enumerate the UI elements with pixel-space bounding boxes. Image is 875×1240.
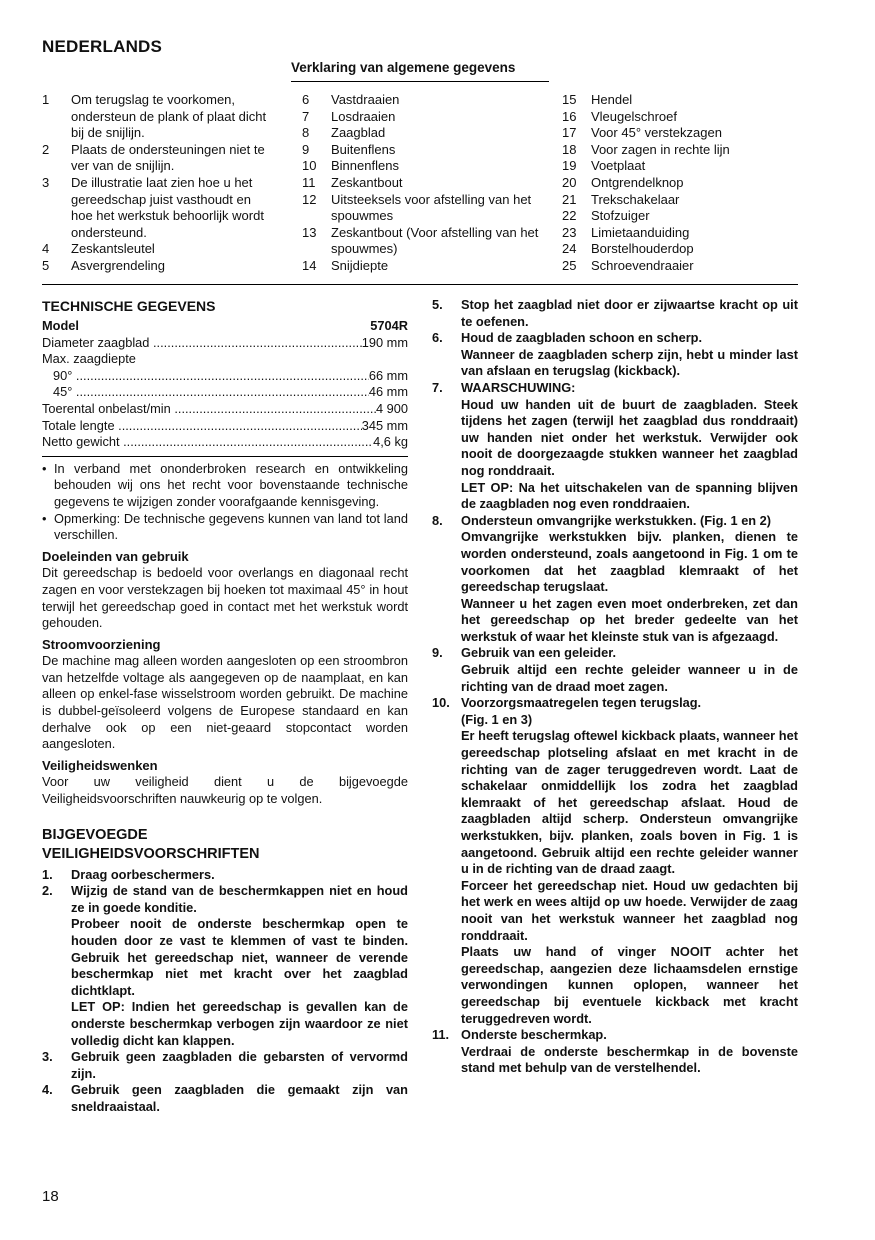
spec-note-2: • Opmerking: De technische gegevens kunnen van land tot land verschillen. bbox=[42, 510, 408, 543]
legend-number: 22 bbox=[562, 208, 577, 224]
legend-text: Snijdiepte bbox=[331, 257, 389, 273]
safety-rule bbox=[432, 513, 798, 646]
leader-dots bbox=[171, 401, 376, 418]
safety-rule-line: LET OP: Na het uitschakelen van de spanning blijven de zaagbladen nog even ronddraaien. bbox=[461, 479, 798, 512]
spec-model-row bbox=[42, 318, 408, 335]
safety-rule-line: Draag oorbeschermers. bbox=[71, 866, 215, 882]
use-title: Doeleinden van gebruik bbox=[42, 548, 189, 564]
safety-rule-line: Onderste beschermkap. bbox=[461, 1027, 607, 1043]
safety-title: Veiligheidswenken bbox=[42, 757, 158, 773]
legend-text: Losdraaien bbox=[331, 108, 396, 124]
legend-item bbox=[42, 175, 276, 241]
rules-title bbox=[42, 826, 408, 864]
legend-item bbox=[562, 208, 802, 225]
safety-rule-line: Houd de zaagbladen schoon en scherp. bbox=[461, 330, 703, 346]
legend-text: Voor zagen in rechte lijn bbox=[591, 141, 730, 157]
safety-rule-number: 4. bbox=[42, 1082, 53, 1098]
spec-depth-45 bbox=[42, 384, 408, 401]
leader-dots bbox=[72, 368, 369, 385]
safety-rule-line: Wanneer u het zagen even moet onderbreken, zet dan het gereedschap op het breder gedeelte van het werkstuk of waar het kleinste stuk van is afgezaagd. bbox=[461, 595, 798, 644]
legend-item bbox=[42, 258, 276, 275]
page-number: 18 bbox=[42, 1188, 59, 1205]
legend-text: Om terugslag te voorkomen, ondersteun de plank of plaat dicht bij de snijlijn. bbox=[71, 92, 267, 141]
safety-rule-number: 9. bbox=[432, 645, 443, 661]
spec-90-value: 66 mm bbox=[368, 367, 408, 383]
safety-rule bbox=[42, 1082, 408, 1115]
safety-rule bbox=[432, 695, 798, 1027]
safety-rule-body bbox=[461, 380, 798, 513]
legend-number: 25 bbox=[562, 257, 577, 273]
legend-item bbox=[302, 125, 540, 142]
legend-number: 20 bbox=[562, 174, 577, 190]
safety-rule-line: WAARSCHUWING: bbox=[461, 379, 576, 395]
legend-item bbox=[302, 258, 540, 275]
spec-model-label: Model bbox=[42, 318, 79, 333]
spec-rpm bbox=[42, 401, 408, 418]
leader-dots bbox=[72, 384, 369, 401]
legend-item bbox=[562, 175, 802, 192]
legend-item bbox=[562, 258, 802, 275]
leader-dots bbox=[115, 418, 362, 435]
legend-text: Buitenflens bbox=[331, 141, 396, 157]
safety-rule bbox=[432, 1027, 798, 1077]
legend-item bbox=[562, 192, 802, 209]
language-heading: NEDERLANDS bbox=[42, 37, 163, 56]
spec-depth-label: Max. zaagdiepte bbox=[42, 351, 136, 367]
safety-rule-body bbox=[71, 883, 408, 1049]
safety-rule bbox=[432, 330, 798, 380]
legend-number: 23 bbox=[562, 224, 577, 240]
safety-rule-line: Omvangrijke werkstukken bijv. planken, dienen te worden ondersteund, zoals aangetoond in Fig. 1 om te voorkomen dat het zaagblad klemraakt of het gereedschap terugslaat. bbox=[461, 529, 798, 595]
legend-text: Binnenflens bbox=[331, 158, 399, 174]
spec-diameter bbox=[42, 335, 408, 352]
safety-rule-body bbox=[461, 297, 798, 330]
legend-text: Voor 45° verstekzagen bbox=[591, 125, 722, 141]
safety-rule-line: Wijzig de stand van de beschermkappen niet en houd ze in goede konditie. bbox=[71, 883, 408, 915]
legend-item bbox=[42, 142, 276, 175]
safety-rule-line: Gebruik geen zaagbladen die gemaakt zijn van sneldraaistaal. bbox=[71, 1082, 408, 1114]
legend-text: Zaagblad bbox=[331, 125, 386, 141]
safety-rule-body bbox=[461, 513, 798, 646]
safety-rule-line: Gebruik altijd een rechte geleider wanneer u in de richting van de draad moet zagen. bbox=[461, 662, 798, 694]
spec-rpm-value: 4 900 bbox=[375, 400, 408, 416]
safety-rule-number: 8. bbox=[432, 512, 443, 528]
safety-rule-line: Wanneer de zaagbladen scherp zijn, hebt u minder last van afslaan en terugslag (kickback). bbox=[461, 346, 798, 379]
safety-rule-line: Houd uw handen uit de buurt de zaagbladen. Steek tijdens het zagen (terwijl het zaagblad dus ronddraait) uw handen niet onder het werkstuk. Verwijder ook nooit de doorgezaagde stukken wanneer het zaagblad nog ronddraait. bbox=[461, 396, 798, 478]
legend-number: 4 bbox=[42, 241, 50, 257]
safety-rule bbox=[42, 1049, 408, 1082]
rules-title-line-1: BIJGEVOEGDE bbox=[42, 826, 148, 843]
safety-rule-line: Ondersteun omvangrijke werkstukken. (Fig. 1 en 2) bbox=[461, 512, 772, 528]
legend-text: Vastdraaien bbox=[331, 92, 400, 107]
safety-rule-number: 3. bbox=[42, 1049, 53, 1065]
safety-rule-line: (Fig. 1 en 3) bbox=[461, 711, 533, 727]
leader-dots bbox=[120, 434, 374, 451]
spec-note-2-text: Opmerking: De technische gegevens kunnen van land tot land verschillen. bbox=[54, 510, 408, 543]
safety-rule-number: 5. bbox=[432, 297, 443, 312]
legend-item bbox=[562, 142, 802, 159]
safety-rule-line: Gebruik van een geleider. bbox=[461, 645, 617, 661]
safety-rule bbox=[42, 883, 408, 1049]
safety-rule bbox=[432, 297, 798, 330]
legend-number: 1 bbox=[42, 92, 50, 107]
safety-rule-body bbox=[71, 1049, 408, 1082]
legend-item bbox=[302, 92, 540, 109]
legend-column-1 bbox=[42, 92, 276, 275]
safety-rule-line: Probeer nooit de onderste beschermkap open te houden door ze vast te klemmen of vast te binden. Gebruik het gereedschap niet, wanneer de verende beschermkap niet met kracht over het zaagblad dichtklapt. bbox=[71, 916, 408, 998]
legend-title-rule bbox=[291, 81, 549, 82]
legend-number: 15 bbox=[562, 92, 577, 107]
leader-dots bbox=[149, 335, 361, 352]
legend-item bbox=[42, 241, 276, 258]
legend-text: Asvergrendeling bbox=[71, 257, 165, 273]
spec-45-value: 46 mm bbox=[368, 384, 408, 400]
legend-number: 13 bbox=[302, 224, 317, 240]
safety-rule-line: Voorzorgsmaatregelen tegen terugslag. bbox=[461, 695, 702, 711]
legend-text: Zeskantbout bbox=[331, 174, 403, 190]
power-title: Stroomvoorziening bbox=[42, 636, 161, 652]
legend-column-3 bbox=[562, 92, 802, 275]
spec-rule bbox=[42, 456, 408, 457]
safety-rule-number: 6. bbox=[432, 330, 443, 346]
legend-text: Plaats de ondersteuningen niet te ver van de snijlijn. bbox=[71, 141, 265, 174]
legend-number: 3 bbox=[42, 174, 50, 190]
legend-text: Limietaanduiding bbox=[591, 224, 690, 240]
power-text: De machine mag alleen worden aangesloten op een stroombron van hetzelfde voltage als aangegeven op de naamplaat, en kan alleen op enkel-fase wisselstroom worden gebruikt. De machine is dubbel-geïsoleerd volgens de Europese standaard en kan derhalve ook op een niet-geaard stopcontact worden aangesloten. bbox=[42, 653, 408, 752]
legend-number: 11 bbox=[302, 174, 316, 190]
legend-item bbox=[302, 175, 540, 192]
legend-number: 24 bbox=[562, 241, 577, 257]
legend-number: 18 bbox=[562, 141, 577, 157]
legend-number: 5 bbox=[42, 257, 50, 273]
safety-rule-number: 7. bbox=[432, 379, 443, 395]
legend-text: Voetplaat bbox=[591, 158, 646, 174]
legend-text: Zeskantsleutel bbox=[71, 241, 155, 257]
legend-item bbox=[562, 158, 802, 175]
safety-rule-line: Plaats uw hand of vinger NOOIT achter het gereedschap, aangezien deze lichaamsdelen ernstige verwondingen kunnen oplopen, wanneer het gereedschap bij eventuele kickback met kracht teruggedreven wordt. bbox=[461, 944, 798, 1026]
safety-rule-line: Gebruik geen zaagbladen die gebarsten of vervormd zijn. bbox=[71, 1049, 408, 1081]
spec-rpm-label: Toerental onbelast/min bbox=[42, 400, 171, 416]
legend-number: 16 bbox=[562, 108, 577, 124]
legend-number: 6 bbox=[302, 92, 310, 107]
legend-text: De illustratie laat zien hoe u het gereedschap juist vasthoudt en hoe het werkstuk behoorlijk wordt ondersteund. bbox=[71, 174, 264, 240]
spec-note-1: • In verband met ononderbroken research en ontwikkeling behouden wij ons het recht voor bovenstaande technische gegevens te wijzigen zonder voorafgaande kennisgeving. bbox=[42, 460, 408, 509]
safety-rule-number: 2. bbox=[42, 883, 53, 899]
legend-text: Stofzuiger bbox=[591, 208, 650, 224]
safety-rule-number: 10. bbox=[432, 695, 450, 711]
spec-weight-value: 4,6 kg bbox=[373, 434, 408, 450]
spec-90-label: 90° bbox=[53, 367, 73, 383]
legend-number: 10 bbox=[302, 158, 317, 174]
legend-item bbox=[302, 225, 540, 258]
spec-note-1-text: In verband met ononderbroken research en ontwikkeling behouden wij ons het recht voor bovenstaande technische gegevens te wijzigen zonder voorafgaande kennisgeving. bbox=[54, 460, 408, 509]
legend-number: 8 bbox=[302, 125, 310, 141]
tech-specs-title: TECHNISCHE GEGEVENS bbox=[42, 298, 216, 314]
legend-bottom-rule bbox=[42, 284, 798, 285]
safety-rule-line: LET OP: Indien het gereedschap is gevallen kan de onderste beschermkap verbogen zijn waardoor ze niet volledig dicht kan klappen. bbox=[71, 999, 408, 1048]
legend-number: 12 bbox=[302, 191, 317, 207]
safety-rule-number: 1. bbox=[42, 866, 53, 882]
legend-text: Borstelhouderdop bbox=[591, 241, 694, 257]
rules-list-left bbox=[42, 867, 408, 1116]
legend-text: Vleugelschroef bbox=[591, 108, 677, 124]
safety-rule-body bbox=[71, 1082, 408, 1115]
spec-weight-label: Netto gewicht bbox=[42, 434, 120, 450]
legend-number: 7 bbox=[302, 108, 310, 124]
spec-length bbox=[42, 418, 408, 435]
legend-item bbox=[562, 125, 802, 142]
spec-diameter-value: 190 mm bbox=[361, 334, 408, 350]
safety-rule-line: Forceer het gereedschap niet. Houd uw gedachten bij het werk en wees altijd op uw hoede. Verwijder de zaag nooit van het werkstuk wanneer het zaagblad nog ronddraait. bbox=[461, 877, 798, 943]
spec-model-value: 5704R bbox=[370, 318, 408, 333]
legend-item bbox=[562, 225, 802, 242]
spec-45-label: 45° bbox=[53, 384, 73, 400]
safety-rule-body bbox=[461, 645, 798, 695]
legend-text: Uitsteeksels voor afstelling van het spouwmes bbox=[331, 191, 532, 224]
safety-rule-body bbox=[461, 1027, 798, 1077]
legend-item bbox=[302, 192, 540, 225]
safety-rule-number: 11. bbox=[432, 1027, 450, 1043]
legend-number: 21 bbox=[562, 191, 577, 207]
safety-rule-line: Stop het zaagblad niet door er zijwaartse kracht op uit te oefenen. bbox=[461, 297, 798, 329]
safety-rule bbox=[42, 867, 408, 884]
legend-text: Trekschakelaar bbox=[591, 191, 680, 207]
spec-weight bbox=[42, 434, 408, 451]
legend-column-2 bbox=[302, 92, 540, 275]
legend-number: 17 bbox=[562, 125, 577, 141]
legend-item bbox=[562, 92, 802, 109]
legend-item bbox=[302, 158, 540, 175]
left-column bbox=[42, 297, 408, 1116]
legend-title: Verklaring van algemene gegevens bbox=[291, 60, 516, 75]
safety-rule-body bbox=[461, 695, 798, 1027]
legend-item bbox=[302, 142, 540, 159]
rules-list-right bbox=[432, 297, 798, 1077]
spec-length-label: Totale lengte bbox=[42, 417, 115, 433]
use-text: Dit gereedschap is bedoeld voor overlangs en diagonaal recht zagen en voor verstekzagen bij hoeken tot maximaal 45° in hout terwijl het gereedschap goed in contact met het werkstuk wordt gehouden. bbox=[42, 565, 408, 631]
spec-diameter-label: Diameter zaagblad bbox=[42, 334, 150, 350]
legend-number: 2 bbox=[42, 141, 50, 157]
legend-item bbox=[562, 241, 802, 258]
safety-rule-body bbox=[461, 330, 798, 380]
spec-length-value: 345 mm bbox=[361, 417, 408, 433]
legend-item bbox=[42, 92, 276, 142]
legend-number: 19 bbox=[562, 158, 577, 174]
legend-text: Zeskantbout (Voor afstelling van het spouwmes) bbox=[331, 224, 539, 257]
safety-rule-line: Er heeft terugslag oftewel kickback plaats, wanneer het gereedschap plotseling afslaat en met kracht in de richting van de zager teruggedreven wordt. Laat de schakelaar onmiddellijk los zodra het zaagblad klemraakt of het gereedschap afslaat. Houd de zaagbladen altijd scherp. Ondersteun omvangrijke werkstukken, bijv. planken, zoals boven in Fig. 1 is aangetoond. Gebruik altijd een rechte geleider wanner u in de richting van de draad zaagt. bbox=[461, 728, 798, 877]
safety-rule-line: Verdraai de onderste beschermkap in de bovenste stand met behulp van de verstelhendel. bbox=[461, 1043, 798, 1076]
legend-item bbox=[302, 109, 540, 126]
safety-rule bbox=[432, 380, 798, 513]
legend-number: 9 bbox=[302, 141, 310, 157]
legend-item bbox=[562, 109, 802, 126]
legend-number: 14 bbox=[302, 257, 317, 273]
legend-text: Hendel bbox=[591, 92, 633, 107]
legend-text: Ontgrendelknop bbox=[591, 174, 684, 190]
safety-rule-body bbox=[71, 867, 408, 884]
safety-rule bbox=[432, 645, 798, 695]
spec-depth-90 bbox=[42, 368, 408, 385]
legend-text: Schroevendraaier bbox=[591, 257, 694, 273]
rules-title-line-2: VEILIGHEIDSVOORSCHRIFTEN bbox=[42, 845, 260, 862]
safety-text: Voor uw veiligheid dient u de bijgevoegde Veiligheidsvoorschriften nauwkeurig op te volgen. bbox=[42, 774, 408, 807]
